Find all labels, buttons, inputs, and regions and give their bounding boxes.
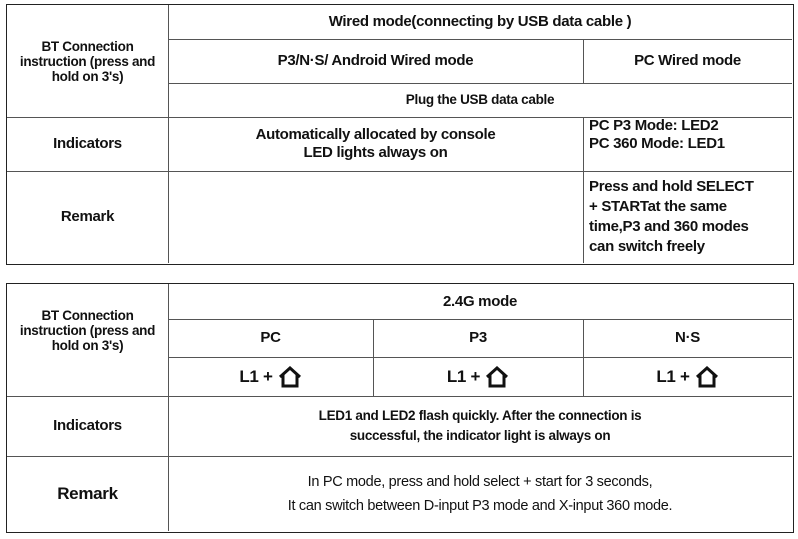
mode-title: 2.4G mode	[443, 292, 517, 310]
remark-label: Remark	[57, 483, 118, 503]
home-icon	[485, 366, 509, 388]
2-4g-mode-table	[6, 283, 794, 533]
indicators-wired-a: Automatically allocated by console LED lights always on	[255, 126, 496, 161]
sub-mode-a: P3/N·S/ Android Wired mode	[277, 52, 474, 69]
plug-instruction: Plug the USB data cable	[405, 92, 555, 107]
indicator-pc-p3: PC P3 Mode: LED2	[589, 117, 719, 134]
key-label: L1 +	[239, 366, 273, 386]
home-icon	[278, 366, 302, 388]
indicators-label: Indicators	[53, 135, 122, 152]
indicators-wired-b	[583, 117, 792, 171]
home-icon	[695, 366, 719, 388]
key-combo-pc	[168, 357, 373, 396]
wired-mode-table	[6, 4, 794, 265]
key-label: L1 +	[446, 366, 481, 386]
sub-mode-b: PC Wired mode	[634, 52, 741, 69]
indicator-pc-360: PC 360 Mode: LED1	[589, 135, 725, 152]
column-p3: P3	[469, 329, 487, 346]
indicators-label: Indicators	[53, 417, 122, 434]
connection-instruction-label: BT Connection instruction (press and hold on 3's)	[19, 307, 156, 353]
key-combo-p3	[373, 357, 583, 396]
column-pc: PC	[260, 329, 281, 346]
key-label: L1 +	[656, 366, 690, 386]
column-ns: N·S	[675, 329, 700, 346]
key-combo-ns	[583, 357, 792, 396]
mode-title: Wired mode(connecting by USB data cable )	[328, 13, 632, 30]
remark-wired-b: Press and hold SELECT + STARTat the same time,P3 and 360 modes can switch freely	[589, 178, 754, 255]
indicators-2-4g: LED1 and LED2 flash quickly. After the connection is successful, the indicator light is always on	[318, 408, 642, 443]
remark-2-4g: In PC mode, press and hold select + start for 3 seconds, It can switch between D-input P3 mode and X-input 360 mode.	[287, 473, 673, 514]
remark-label: Remark	[60, 208, 115, 225]
connection-instruction-label: BT Connection instruction (press and hold on 3's)	[19, 38, 156, 84]
